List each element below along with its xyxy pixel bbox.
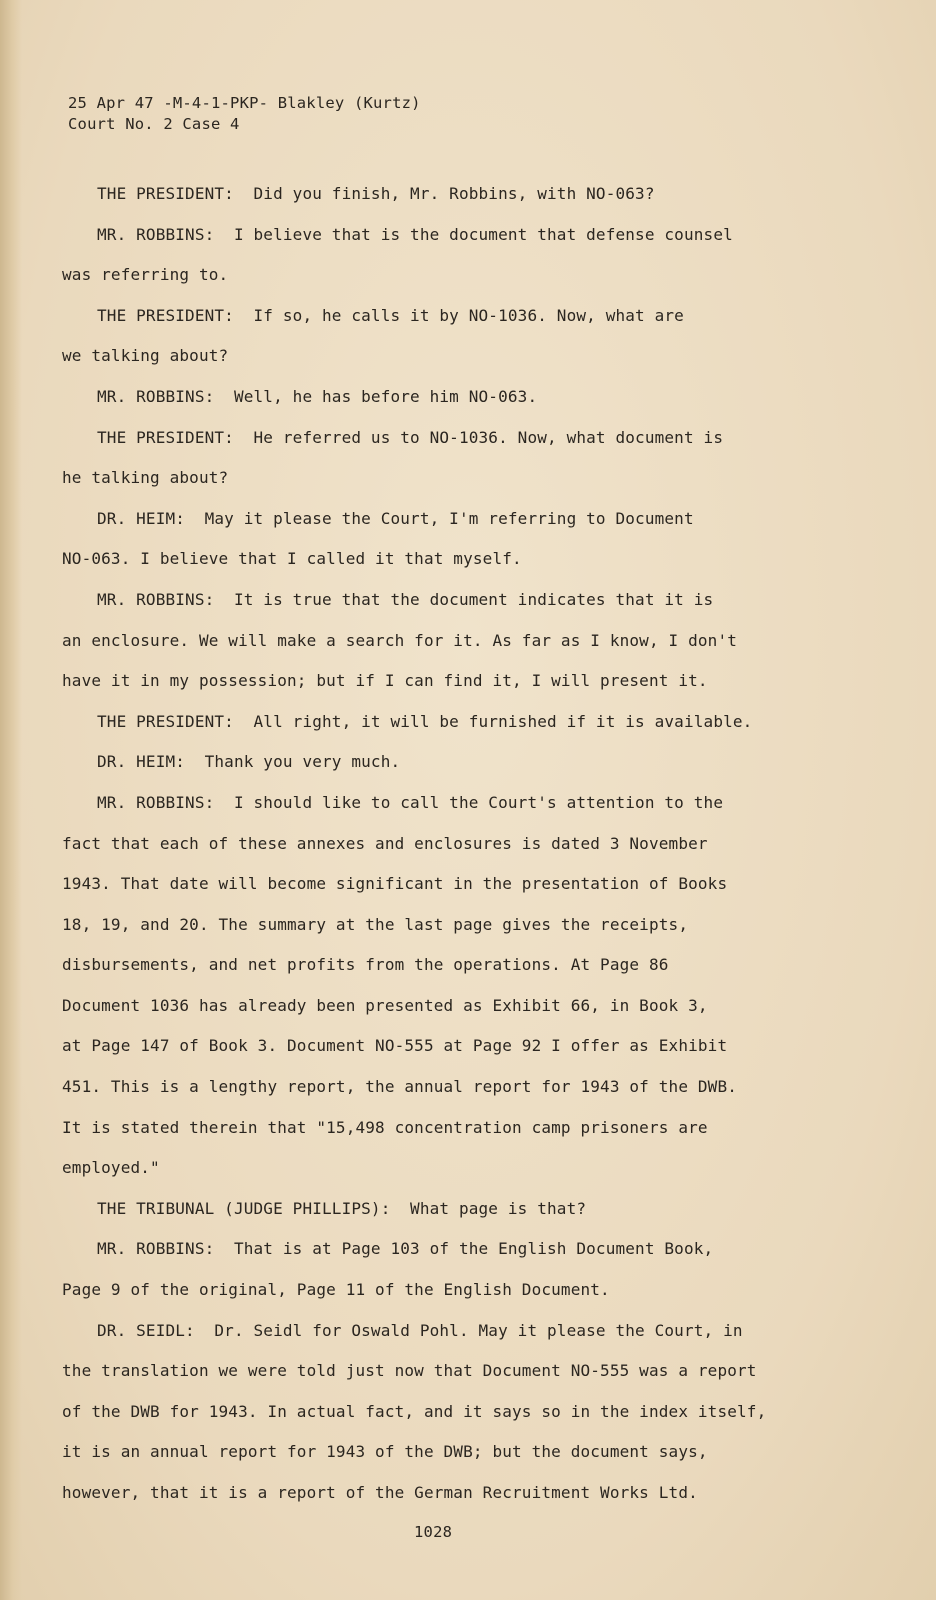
transcript-line: disbursements, and net profits from the operations. At Page 86 <box>62 955 669 975</box>
transcript-line: MR. ROBBINS: I believe that is the document that defense counsel <box>97 224 733 244</box>
header-line-2: Court No. 2 Case 4 <box>68 115 240 133</box>
transcript-line: MR. ROBBINS: It is true that the document indicates that it is <box>97 589 714 609</box>
transcript-line: at Page 147 of Book 3. Document NO-555 at Page 92 I offer as Exhibit <box>62 1036 728 1056</box>
transcript-line: have it in my possession; but if I can find it, I will present it. <box>62 671 708 691</box>
transcript-line: THE PRESIDENT: Did you finish, Mr. Robbins, with NO-063? <box>97 184 655 203</box>
page-number: 1028 <box>414 1523 453 1541</box>
transcript-line: it is an annual report for 1943 of the DWB; but the document says, <box>62 1442 708 1462</box>
transcript-line: 451. This is a lengthy report, the annual report for 1943 of the DWB. <box>62 1077 738 1097</box>
transcript-line: MR. ROBBINS: That is at Page 103 of the English Document Book, <box>97 1239 714 1259</box>
document-header <box>68 93 421 135</box>
transcript-line: we talking about? <box>62 346 229 366</box>
transcript-line: employed." <box>62 1158 160 1178</box>
transcript-line: however, that it is a report of the German Recruitment Works Ltd. <box>62 1483 698 1502</box>
header-line-1: 25 Apr 47 -M-4-1-PKP- Blakley (Kurtz) <box>68 94 421 112</box>
transcript-line: Page 9 of the original, Page 11 of the English Document. <box>62 1280 610 1300</box>
transcript-line: DR. HEIM: May it please the Court, I'm referring to Document <box>97 508 694 528</box>
transcript-line: 1943. That date will become significant in the presentation of Books <box>62 874 728 894</box>
transcript-line: the translation we were told just now that Document NO-555 was a report <box>62 1361 757 1381</box>
transcript-line: was referring to. <box>62 265 229 285</box>
transcript-body <box>62 174 922 1514</box>
transcript-line: THE PRESIDENT: If so, he calls it by NO-1036. Now, what are <box>97 305 684 325</box>
transcript-line: THE PRESIDENT: He referred us to NO-1036. Now, what document is <box>97 427 724 447</box>
transcript-line: 18, 19, and 20. The summary at the last page gives the receipts, <box>62 914 689 934</box>
transcript-line: THE PRESIDENT: All right, it will be furnished if it is available. <box>97 711 753 731</box>
transcript-line: DR. HEIM: Thank you very much. <box>97 752 401 772</box>
transcript-line: It is stated therein that "15,498 concentration camp prisoners are <box>62 1117 708 1137</box>
transcript-line: an enclosure. We will make a search for it. As far as I know, I don't <box>62 630 738 650</box>
transcript-line: THE TRIBUNAL (JUDGE PHILLIPS): What page is that? <box>97 1198 587 1218</box>
transcript-line: fact that each of these annexes and enclosures is dated 3 November <box>62 833 708 853</box>
transcript-line: MR. ROBBINS: I should like to call the Court's attention to the <box>97 792 724 812</box>
transcript-line: MR. ROBBINS: Well, he has before him NO-063. <box>97 386 538 406</box>
transcript-line: Document 1036 has already been presented as Exhibit 66, in Book 3, <box>62 995 708 1015</box>
transcript-line: NO-063. I believe that I called it that myself. <box>62 549 522 569</box>
page-edge-stain <box>0 0 22 1600</box>
transcript-line: DR. SEIDL: Dr. Seidl for Oswald Pohl. May it please the Court, in <box>97 1320 743 1340</box>
transcript-line: he talking about? <box>62 468 229 488</box>
transcript-line: of the DWB for 1943. In actual fact, and it says so in the index itself, <box>62 1401 767 1421</box>
